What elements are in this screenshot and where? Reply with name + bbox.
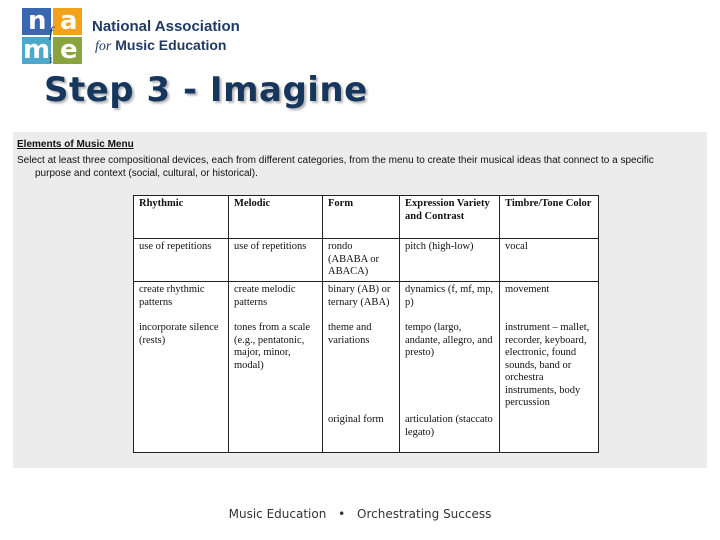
table-cell: tempo (largo, andante, allegro, and presto) bbox=[400, 320, 500, 412]
table-cell: pitch (high-low) bbox=[400, 239, 500, 282]
table-cell: create rhythmic patterns bbox=[134, 282, 229, 321]
menu-instructions bbox=[17, 154, 705, 180]
header-form: Form bbox=[323, 196, 400, 239]
table-cell: vocal bbox=[500, 239, 599, 282]
footer-separator: • bbox=[338, 507, 346, 521]
table-cell: movement bbox=[500, 282, 599, 321]
table-cell: use of repetitions bbox=[134, 239, 229, 282]
table-row bbox=[134, 282, 599, 321]
table-cell bbox=[134, 412, 229, 453]
footer-left-text: Music Education bbox=[228, 507, 327, 521]
table-cell: tones from a scale (e.g., pentatonic, major, minor, modal) bbox=[229, 320, 323, 412]
table-row bbox=[134, 412, 599, 453]
footer-right-text: Orchestrating Success bbox=[357, 507, 492, 521]
name-logo bbox=[22, 8, 84, 66]
org-name-line2: for Music Education bbox=[95, 37, 227, 54]
table-cell: dynamics (f, mf, mp, p) bbox=[400, 282, 500, 321]
table-cell: theme and variations bbox=[323, 320, 400, 412]
logo-tile-n: n bbox=[22, 8, 51, 35]
table-cell: incorporate silence (rests) bbox=[134, 320, 229, 412]
logo-tile-a: a bbox=[53, 8, 82, 35]
elements-of-music-table bbox=[133, 195, 599, 453]
content-panel bbox=[13, 132, 707, 468]
logo-tile-e: e bbox=[53, 37, 82, 64]
table-cell bbox=[229, 412, 323, 453]
header-expression: Expression Variety and Contrast bbox=[400, 196, 500, 239]
header-melodic: Melodic bbox=[229, 196, 323, 239]
table-row bbox=[134, 320, 599, 412]
table-header-row bbox=[134, 196, 599, 239]
table-row bbox=[134, 239, 599, 282]
table-cell: use of repetitions bbox=[229, 239, 323, 282]
instructions-line1: Select at least three compositional devices, each from different categories, from the menu to create their musical ideas that connect to a specific bbox=[17, 155, 654, 166]
table-cell: create melodic patterns bbox=[229, 282, 323, 321]
table-cell: binary (AB) or ternary (ABA) bbox=[323, 282, 400, 321]
slide-title: Step 3 - Imagine bbox=[44, 70, 368, 110]
organization-name bbox=[92, 18, 240, 56]
instructions-line2: purpose and context (social, cultural, or historical). bbox=[35, 168, 258, 179]
logo-small-f: f bbox=[49, 25, 54, 41]
table-cell: original form bbox=[323, 412, 400, 453]
table-cell: instrument – mallet, recorder, keyboard, electronic, found sounds, band or orchestra instruments, body percussion bbox=[500, 320, 599, 412]
footer bbox=[0, 507, 720, 521]
table-cell: rondo (ABABA or ABACA) bbox=[323, 239, 400, 282]
logo-small-i: i bbox=[49, 51, 53, 66]
menu-heading: Elements of Music Menu bbox=[17, 139, 134, 150]
org-name-line1: National Association bbox=[92, 18, 240, 35]
header-timbre: Timbre/Tone Color bbox=[500, 196, 599, 239]
table-cell: articulation (staccato legato) bbox=[400, 412, 500, 453]
table-cell bbox=[500, 412, 599, 453]
header-rhythmic: Rhythmic bbox=[134, 196, 229, 239]
logo-tile-m: m bbox=[23, 35, 51, 65]
